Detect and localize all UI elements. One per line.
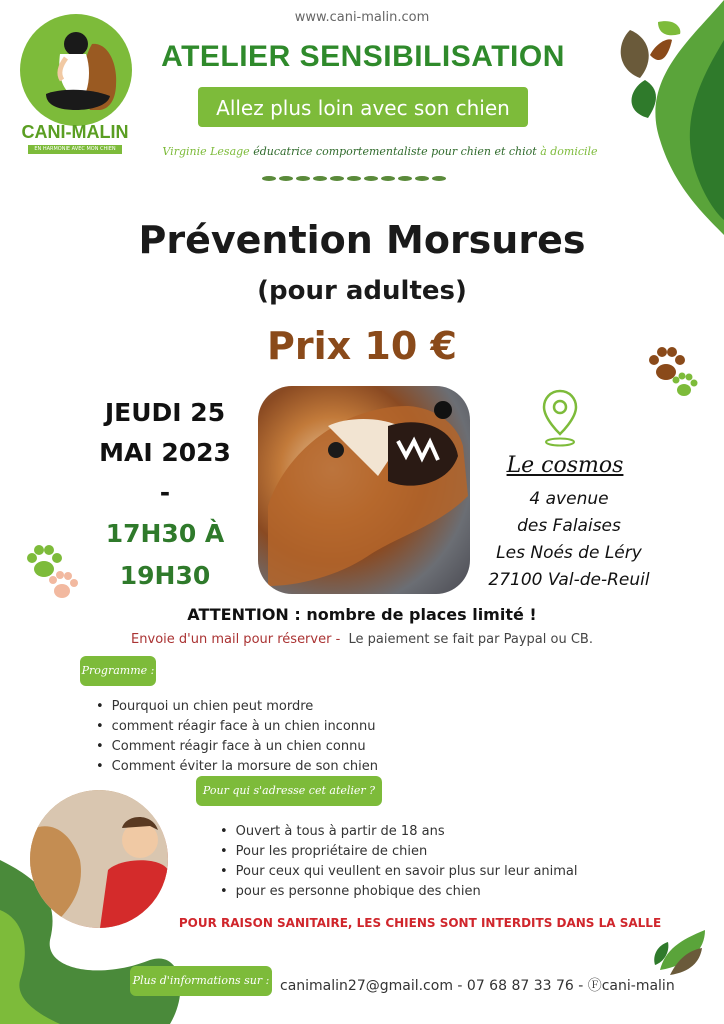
website-url[interactable]: www.cani-malin.com [294, 10, 430, 25]
info-label: Plus d'informations sur : [130, 966, 272, 996]
trainer-name: Virginie Lesage [162, 145, 250, 158]
date-dash: - [159, 478, 171, 507]
event-title: Prévention Morsures [138, 218, 586, 262]
address-line: 27100 Val-de-Reuil [488, 570, 650, 590]
list-item: • Comment réagir face à un chien connu [96, 737, 378, 757]
location-address [474, 486, 664, 594]
address-line: Les Noés de Léry [496, 543, 642, 563]
logo-circle [20, 14, 132, 126]
trainer-role: éducatrice comportementaliste pour chien et chiot [253, 145, 537, 158]
event-time [80, 513, 250, 597]
location-pin-icon [540, 388, 580, 448]
list-item: • pour es personne phobique des chien [220, 882, 578, 902]
list-item: • Pourquoi un chien peut mordre [96, 697, 378, 717]
date-line: JEUDI 25 [104, 398, 226, 427]
time-line: 19H30 [119, 561, 211, 590]
list-item: • Ouvert à tous à partir de 18 ans [220, 822, 578, 842]
leaf-divider [262, 166, 472, 176]
dog-photo [258, 386, 470, 594]
snarling-dog-image [258, 386, 470, 594]
woman-dog-illustration [20, 14, 132, 126]
contact-info[interactable]: canimalin27@gmail.com - 07 68 87 33 76 - Ⓕcani-malin [280, 978, 675, 994]
list-item: • Comment éviter la morsure de son chien [96, 757, 378, 777]
address-line: des Falaises [517, 516, 621, 536]
programme-label: Programme : [80, 656, 156, 686]
event-date [70, 393, 260, 513]
programme-list [96, 697, 378, 777]
payment-note: Le paiement se fait par Paypal ou CB. [348, 632, 593, 647]
date-line: MAI 2023 [99, 438, 231, 467]
address-line: 4 avenue [529, 489, 609, 509]
list-item: • Pour les propriétaire de chien [220, 842, 578, 862]
paw-icon [26, 545, 82, 605]
workshop-title: ATELIER SENSIBILISATION [161, 40, 565, 73]
child-dog-image [30, 790, 168, 928]
sanitary-warning: POUR RAISON SANITAIRE, LES CHIENS SONT INTERDITS DANS LA SALLE [178, 916, 662, 930]
trainer-line [160, 145, 600, 158]
time-line: 17H30 À [105, 519, 225, 548]
audience-list [220, 822, 578, 902]
location-name[interactable]: Le cosmos [506, 453, 624, 478]
logo-tagline: EN HARMONIE AVEC MON CHIEN [28, 145, 122, 154]
mail-note: Envoie d'un mail pour réserver - [131, 632, 341, 647]
list-item: • comment réagir face à un chien inconnu [96, 717, 378, 737]
event-audience: (pour adultes) [257, 276, 467, 306]
booking-info [0, 632, 724, 647]
child-with-dog-photo [30, 790, 168, 928]
leaf-decoration-top-right [600, 0, 724, 240]
event-price: Prix 10 € [267, 324, 457, 368]
logo-name: CANI-MALIN [21, 122, 129, 142]
list-item: • Pour ceux qui veullent en savoir plus sur leur animal [220, 862, 578, 882]
cani-malin-logo [14, 14, 136, 154]
attention-notice: ATTENTION : nombre de places limité ! [187, 605, 537, 624]
subtitle-text: Allez plus loin avec son chien [216, 96, 510, 120]
trainer-location: à domicile [540, 145, 598, 158]
audience-label: Pour qui s'adresse cet atelier ? [196, 776, 382, 806]
